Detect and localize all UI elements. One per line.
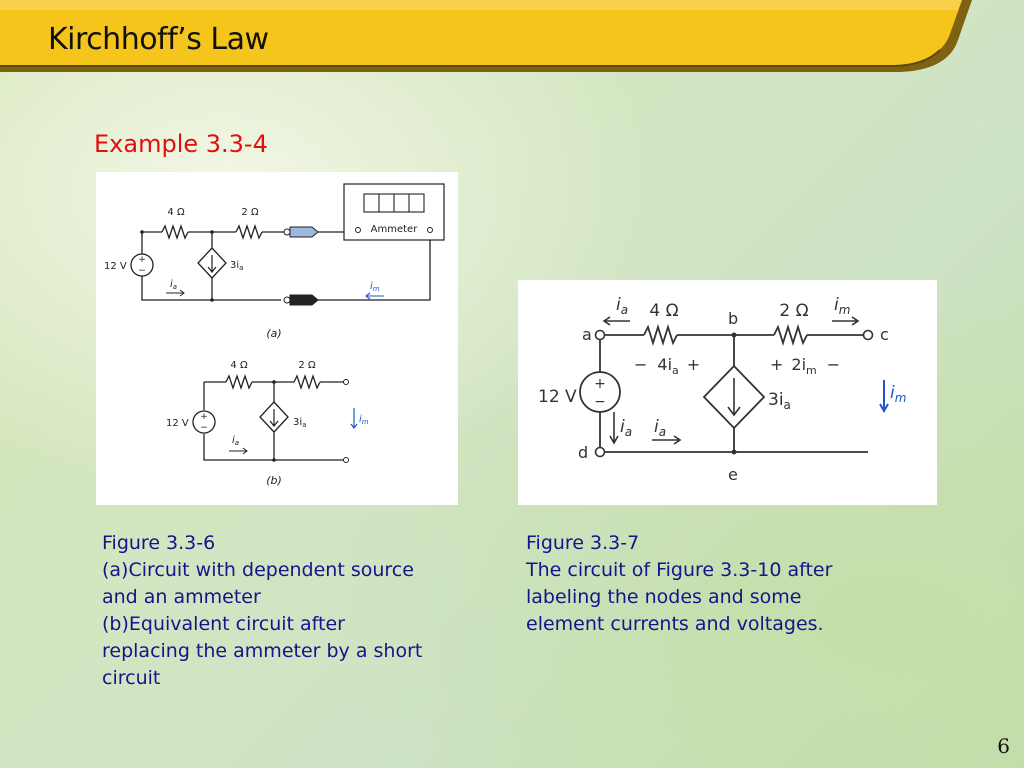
im-label: $i_m$ [370, 281, 380, 293]
minus-sign: − [138, 266, 146, 276]
ammeter-label: Ammeter [370, 224, 418, 235]
example-heading: Example 3.3-4 [94, 130, 268, 158]
ia-label: $i_a$ [170, 279, 178, 291]
caption-line: replacing the ammeter by a short [102, 640, 423, 662]
node-c-label: c [880, 325, 889, 344]
caption-line: Figure 3.3-6 [102, 532, 216, 554]
figure-3-3-6 [96, 172, 458, 505]
voltage-2im-label: + $2i_m$ − [770, 355, 841, 377]
minus-sign: − [594, 394, 606, 410]
ia-label: $i_a$ [232, 435, 240, 447]
caption-line: Figure 3.3-7 [526, 532, 640, 554]
caption-line: and an ammeter [102, 586, 261, 608]
title-bar [0, 0, 1024, 80]
ia-branch-label: $i_a$ [620, 417, 633, 439]
caption-figure-3-3-7 [526, 530, 832, 638]
plus-sign: + [138, 255, 146, 265]
im-top-label: $i_m$ [834, 295, 851, 317]
circuit-diagram-a-b [96, 172, 458, 505]
ia-bottom-label: $i_a$ [654, 417, 667, 439]
source-voltage-label: 12 V [104, 261, 127, 272]
voltage-4ia-label: − $4i_a$ + [634, 355, 701, 377]
source-voltage-label: 12 V [538, 387, 577, 407]
ia-top-label: $i_a$ [616, 295, 629, 317]
minus-sign: − [200, 423, 208, 433]
slide-title: Kirchhoff’s Law [48, 22, 269, 57]
caption-line: element currents and voltages. [526, 613, 824, 635]
source-voltage-label: 12 V [166, 418, 189, 429]
node-d-label: d [578, 443, 589, 462]
page-number: 6 [997, 734, 1010, 758]
node-e-label: e [728, 465, 738, 484]
figure-3-3-7 [518, 280, 937, 505]
im-right-label: $i_m$ [890, 383, 907, 405]
dependent-source-label: $3i_a$ [768, 390, 791, 412]
resistor-4-ohm-label: 4 Ω [167, 207, 185, 218]
resistor-2-ohm-label: 2 Ω [241, 207, 259, 218]
figure-a-label: (a) [266, 327, 282, 340]
resistor-2-ohm-label: 2 Ω [298, 360, 316, 371]
circuit-diagram-labeled [518, 280, 937, 505]
caption-line: circuit [102, 667, 161, 689]
plus-sign: + [200, 412, 208, 422]
figure-b-label: (b) [266, 474, 282, 487]
resistor-4-ohm-label: 4 Ω [649, 301, 679, 321]
caption-figure-3-3-6 [102, 530, 422, 692]
probe-negative [290, 295, 318, 305]
plus-sign: + [594, 376, 606, 392]
caption-line: The circuit of Figure 3.3-10 after [526, 559, 833, 581]
dependent-source-label: $3i_a$ [230, 260, 244, 272]
dependent-source-label: $3i_a$ [293, 417, 307, 429]
probe-positive [290, 227, 318, 237]
resistor-4-ohm-label: 4 Ω [230, 360, 248, 371]
resistor-2-ohm-label: 2 Ω [779, 301, 809, 321]
node-a-label: a [582, 325, 592, 344]
caption-line: (a)Circuit with dependent source [102, 559, 414, 581]
caption-line: labeling the nodes and some [526, 586, 802, 608]
caption-line: (b)Equivalent circuit after [102, 613, 345, 635]
im-label: $i_m$ [359, 414, 369, 426]
node-b-label: b [728, 309, 739, 328]
